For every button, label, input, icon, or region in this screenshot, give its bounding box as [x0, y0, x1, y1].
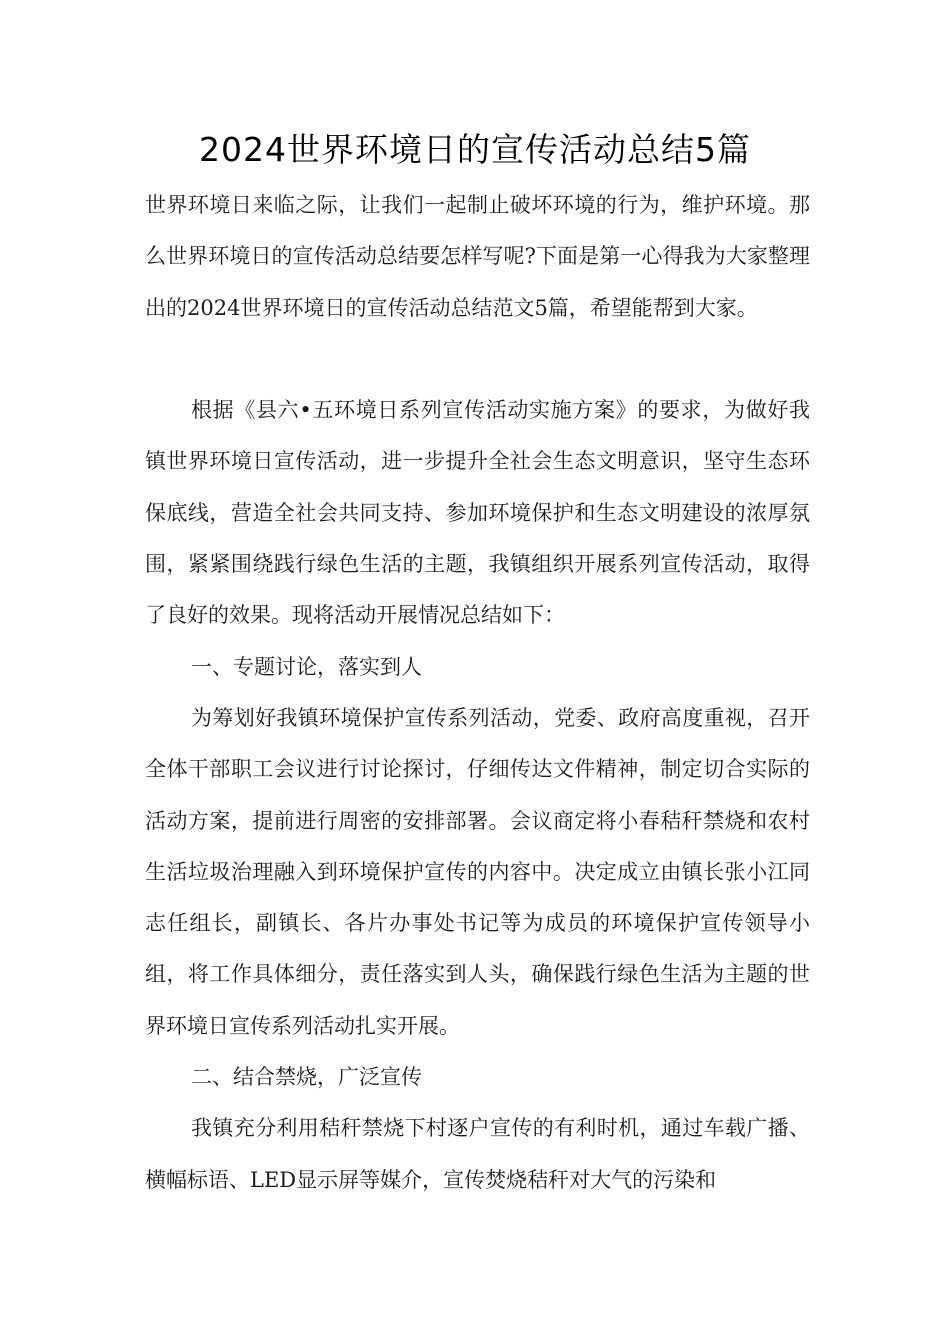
intro-paragraph: 世界环境日来临之际，让我们一起制止破坏环境的行为，维护环境。那么世界环境日的宣传活动总结要怎样写呢?下面是第一心得我为大家整理出的2024世界环境日的宣传活动总结范文5篇，希望能帮到大家。: [145, 193, 810, 320]
body-paragraph: 为筹划好我镇环境保护宣传系列活动，党委、政府高度重视，召开全体干部职工会议进行讨论探讨，仔细传达文件精神，制定切合实际的活动方案，提前进行周密的安排部署。会议商定将小春秸秆禁烧和农村生活垃圾治理融入到环境保护宣传的内容中。决定成立由镇长张小江同志任组长，副镇长、各片办事处书记等为成员的环境保护宣传领导小组，将工作具体细分，责任落实到人头，确保践行绿色生活为主题的世界环境日宣传系列活动扎实开展。: [145, 705, 810, 1038]
document-title: 2024世界环境日的宣传活动总结5篇: [199, 130, 751, 169]
paragraph-spacer: [145, 334, 810, 385]
document-body: [145, 180, 810, 1206]
section-heading: 二、结合禁烧，广泛宣传: [191, 1065, 422, 1090]
body-paragraph: 我镇充分利用秸秆禁烧下村逐户宣传的有利时机，通过车载广播、横幅标语、LED显示屏等媒介，宣传焚烧秸秆对大气的污染和: [145, 1116, 810, 1192]
section-heading: 一、专题讨论，落实到人: [191, 654, 422, 679]
body-paragraph: 根据《县六•五环境日系列宣传活动实施方案》的要求，为做好我镇世界环境日宣传活动，进一步提升全社会生态文明意识，坚守生态环保底线，营造全社会共同支持、参加环境保护和生态文明建设的浓厚氛围，紧紧围绕践行绿色生活的主题，我镇组织开展系列宣传活动，取得了良好的效果。现将活动开展情况总结如下：: [145, 398, 810, 628]
